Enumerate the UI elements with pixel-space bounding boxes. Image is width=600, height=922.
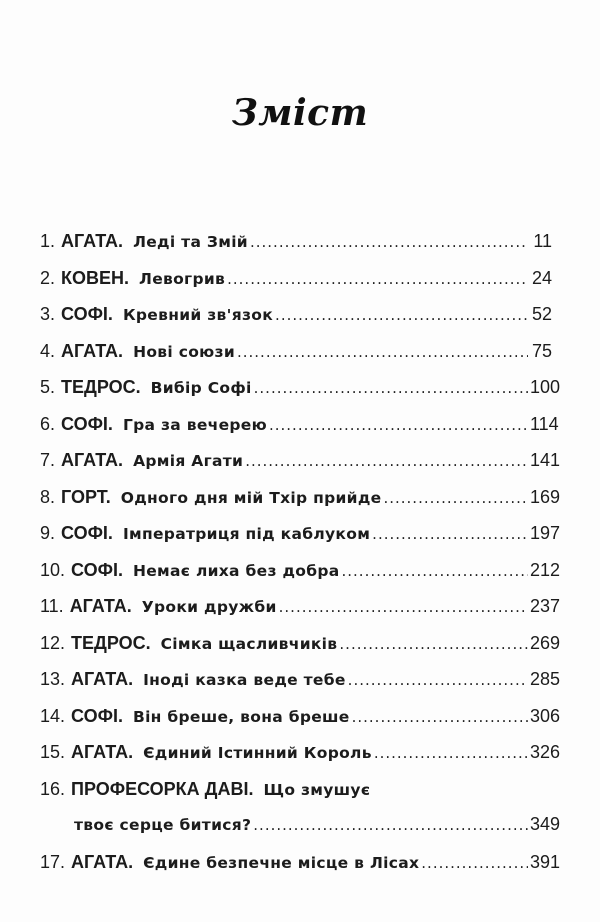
entry-chapter-title: Левогрив (139, 269, 226, 288)
entry-character: СОФІ. (71, 559, 123, 580)
entry-character: ГОРТ. (61, 486, 111, 507)
dot-leader (250, 231, 528, 253)
entry-chapter-title: Він бреше, вона бреше (132, 707, 350, 726)
entry-number: 11. (40, 596, 64, 616)
entry-chapter-title: Гра за вечерею (122, 415, 267, 434)
entry-character: ТЕДРОС. (61, 377, 141, 397)
entry-page-number: 52 (531, 304, 552, 324)
entry-page-number: 349 (530, 814, 561, 834)
dot-leader (279, 596, 528, 618)
toc-entry (40, 778, 552, 815)
entry-chapter-title: Сімка щасливчиків (160, 634, 338, 653)
dot-leader (372, 523, 528, 545)
entry-chapter-title: Імператриця під каблуком (122, 525, 371, 543)
dot-leader (339, 633, 528, 655)
dot-leader (245, 450, 528, 472)
entry-page-number: 391 (530, 851, 561, 872)
entry-chapter-title: Єдине безпечне місце в Лісах (143, 853, 420, 872)
entry-page-number: 212 (530, 559, 561, 580)
toc-entry (40, 851, 561, 888)
toc-entry (40, 559, 561, 596)
entry-page-number: 114 (530, 413, 559, 434)
toc-entry-continuation (40, 814, 561, 851)
entry-chapter-title: Вибір Софі (150, 379, 252, 397)
entry-page-number: 306 (530, 705, 561, 726)
entry-character: СОФІ. (71, 705, 123, 726)
entry-character: ТЕДРОС. (71, 632, 151, 653)
toc-entry (40, 595, 561, 632)
entry-page-number: 24 (531, 267, 552, 288)
entry-page-number: 169 (530, 486, 561, 507)
entry-page-number: 269 (530, 632, 561, 653)
dot-leader (421, 852, 528, 874)
entry-character: ПРОФЕСОРКА ДАВІ. (71, 778, 254, 799)
toc-entry (40, 741, 561, 778)
entry-page-number: 141 (530, 450, 561, 470)
entry-number: 10. (40, 559, 66, 580)
entry-chapter-title: Іноді казка веде тебе (143, 671, 346, 689)
entry-page-number: 285 (530, 669, 561, 689)
toc-entry (40, 705, 561, 742)
entry-character: СОФІ. (61, 304, 113, 324)
dot-leader (237, 341, 528, 363)
entry-chapter-title: Армія Агати (133, 452, 244, 470)
toc-entry (40, 267, 552, 304)
entry-character: АГАТА. (61, 231, 124, 251)
dot-leader (269, 414, 528, 436)
entry-character: АГАТА. (71, 742, 134, 762)
toc-entry (40, 376, 561, 413)
entry-number: 4. (40, 340, 56, 361)
toc-entry (40, 522, 561, 559)
toc-entry (40, 449, 561, 486)
entry-chapter-title: Кревний зв'язок (122, 306, 274, 324)
toc-entry (40, 413, 559, 450)
entry-number: 17. (40, 851, 66, 872)
dot-leader (352, 706, 528, 728)
toc-entry (40, 668, 561, 705)
entry-page-number: 75 (531, 340, 552, 361)
entry-page-number: 326 (530, 742, 561, 762)
dot-leader (227, 268, 528, 290)
entry-chapter-title: Нові союзи (133, 342, 235, 361)
entry-character: АГАТА. (61, 450, 124, 470)
toc-entry (40, 230, 552, 267)
table-of-contents (40, 230, 561, 887)
entry-number: 14. (40, 705, 66, 726)
toc-entry (40, 486, 561, 523)
entry-chapter-title: Єдиний Істинний Король (143, 744, 372, 762)
entry-number: 6. (40, 413, 56, 434)
entry-page-number: 100 (530, 377, 561, 397)
page-title: Зміст (231, 92, 369, 134)
entry-number: 16. (40, 778, 66, 799)
entry-number: 13. (40, 669, 66, 689)
entry-page-number: 197 (530, 523, 561, 543)
entry-chapter-title: Леді та Змій (133, 233, 248, 251)
entry-chapter-title: Уроки дружби (141, 598, 277, 616)
entry-character: АГАТА. (61, 340, 124, 361)
entry-number: 3. (40, 304, 56, 324)
entry-number: 15. (40, 742, 66, 762)
entry-number: 7. (40, 450, 56, 470)
dot-leader (253, 816, 528, 834)
entry-page-number: 11 (533, 231, 552, 251)
entry-character: СОФІ. (61, 413, 113, 434)
entry-number: 8. (40, 486, 56, 507)
entry-number: 12. (40, 632, 66, 653)
entry-chapter-title: Одного дня мій Тхір прийде (120, 488, 382, 507)
entry-number: 9. (40, 523, 56, 543)
entry-chapter-title-continued: твоє серце битися? (74, 816, 252, 834)
entry-character: СОФІ. (61, 523, 113, 543)
toc-entry (40, 303, 552, 340)
entry-number: 5. (40, 377, 56, 397)
dot-leader (374, 742, 528, 764)
entry-chapter-title: Що змушує (263, 780, 371, 799)
entry-character: АГАТА. (71, 851, 134, 872)
entry-number: 1. (40, 231, 56, 251)
dot-leader (348, 669, 528, 691)
entry-character: АГАТА. (69, 596, 132, 616)
entry-character: АГАТА. (71, 669, 134, 689)
toc-entry (40, 340, 552, 377)
dot-leader (383, 487, 528, 509)
entry-chapter-title: Немає лиха без добра (132, 561, 340, 580)
toc-entry (40, 632, 561, 669)
entry-character: КОВЕН. (61, 267, 130, 288)
dot-leader (275, 304, 528, 326)
dot-leader (254, 377, 528, 399)
dot-leader (342, 560, 529, 582)
entry-page-number: 237 (530, 596, 561, 616)
entry-number: 2. (40, 267, 56, 288)
